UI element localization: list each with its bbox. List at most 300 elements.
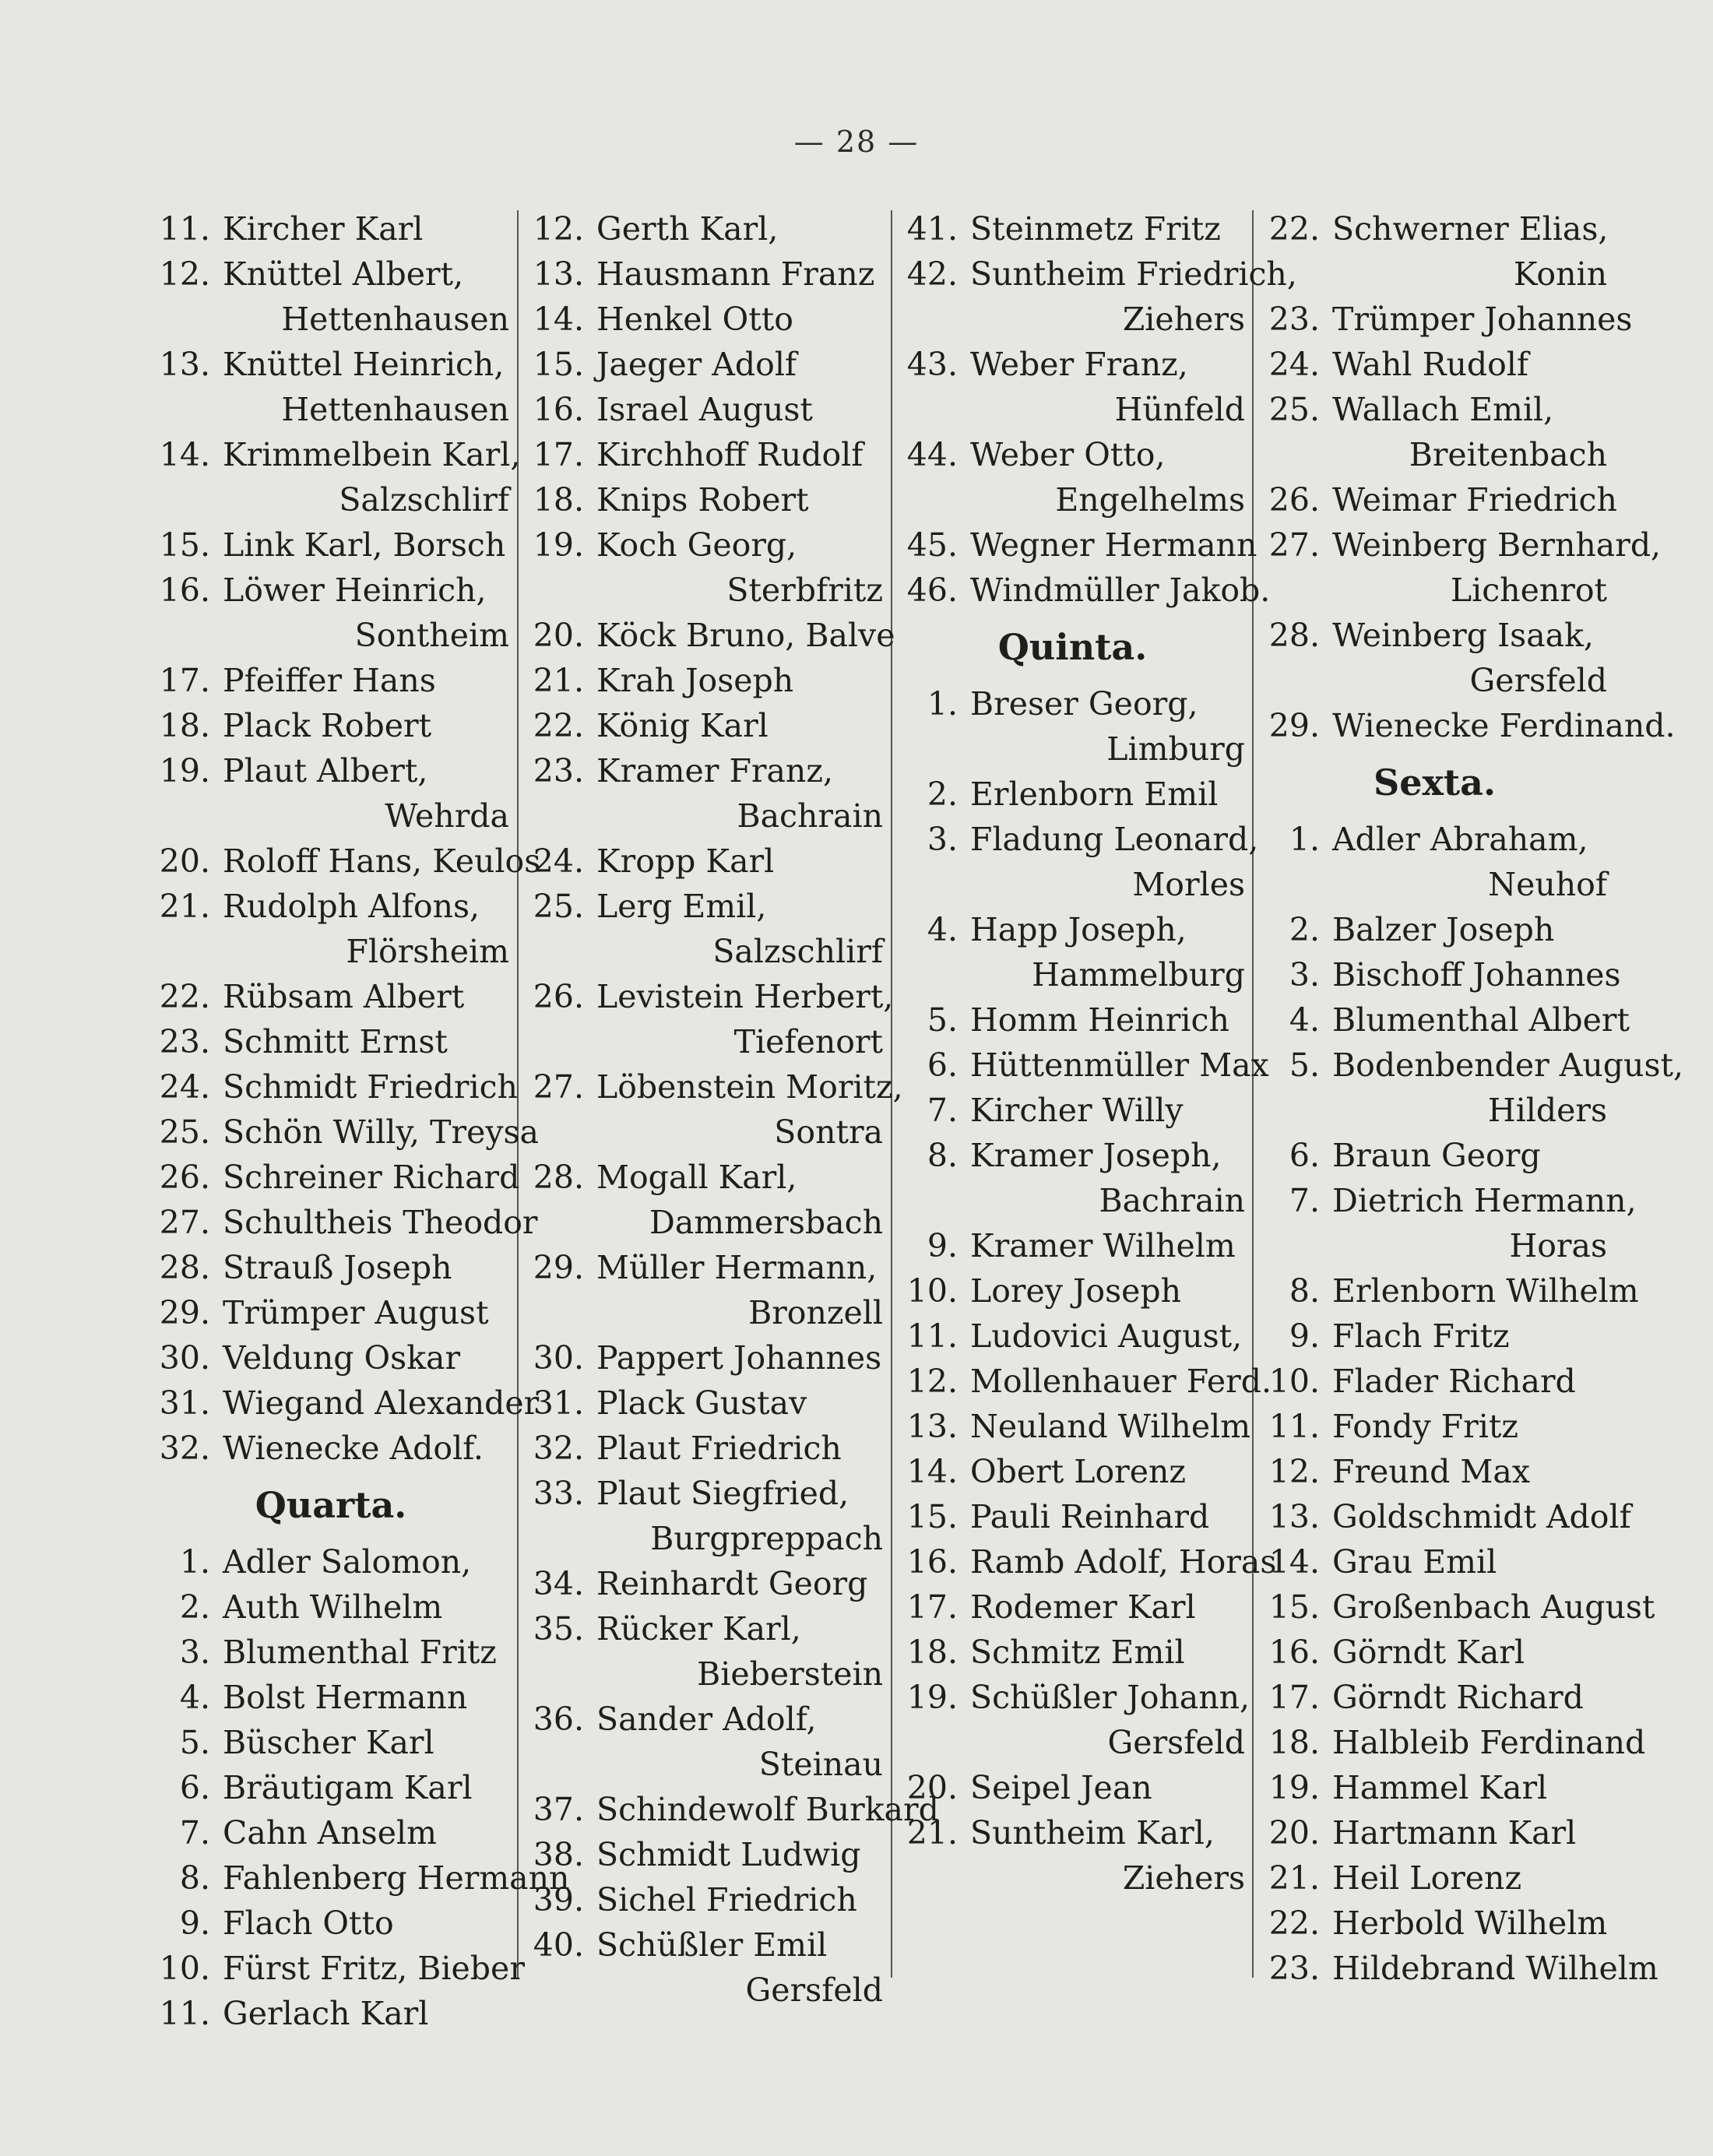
entry-number: 12. — [533, 210, 584, 248]
entry-number: 9. — [1289, 1317, 1320, 1355]
student-name: Adler Abraham, — [1332, 821, 1588, 858]
entry-number: 18. — [1268, 1724, 1320, 1761]
student-name: Hildebrand Wilhelm — [1332, 1950, 1658, 1987]
student-name: Fahlenberg Hermann — [223, 1859, 570, 1897]
student-entry — [895, 1630, 1250, 1675]
student-entry — [522, 477, 888, 522]
student-name: Goldschmidt Adolf — [1332, 1498, 1631, 1535]
entry-number: 25. — [1268, 391, 1320, 428]
student-entry — [895, 1675, 1250, 1720]
entry-number: 3. — [927, 821, 958, 858]
student-name: Weber Otto, — [970, 436, 1166, 473]
student-name: Link Karl, Borsch — [223, 526, 506, 564]
student-entry — [895, 1584, 1250, 1630]
entry-number: 27. — [533, 1068, 584, 1106]
student-entry — [895, 1043, 1269, 1088]
student-entry — [1257, 1539, 1612, 1584]
student-entry — [1257, 1133, 1612, 1178]
student-name: Schultheis Theodor — [223, 1204, 538, 1241]
student-name: Schwerner Elias, — [1332, 210, 1609, 248]
hometown: Lichenrot — [1450, 572, 1607, 609]
student-entry — [522, 1426, 888, 1471]
student-name: Happ Joseph, — [970, 911, 1187, 948]
entry-number: 7. — [927, 1092, 958, 1129]
page-number: — 28 — — [793, 125, 920, 159]
entry-number: 23. — [1268, 301, 1320, 338]
student-entry — [895, 1404, 1250, 1449]
entry-number: 41. — [906, 210, 958, 248]
student-entry — [1257, 1855, 1612, 1901]
hometown: Hettenhausen — [281, 391, 509, 428]
student-name: Schüßler Emil — [596, 1926, 828, 1964]
student-name: Plaut Albert, — [223, 752, 428, 790]
student-name: Schindewolf Burkard — [596, 1791, 939, 1828]
entry-number: 28. — [533, 1159, 584, 1196]
student-entry — [1257, 387, 1612, 432]
student-entry — [895, 907, 1250, 952]
student-entry — [148, 1019, 514, 1064]
student-entry — [1257, 1494, 1631, 1539]
student-entry — [895, 1810, 1250, 1855]
entry-number: 31. — [533, 1384, 584, 1422]
entry-number: 11. — [159, 1995, 210, 2032]
student-name: Hartmann Karl — [1332, 1814, 1577, 1852]
student-name: Fondy Fritz — [1332, 1408, 1518, 1445]
student-entry — [895, 772, 1250, 817]
student-entry — [148, 1630, 514, 1675]
student-name: Trümper August — [223, 1294, 489, 1331]
student-entry — [522, 297, 888, 342]
entry-number: 17. — [1268, 1679, 1320, 1716]
student-name: Hammel Karl — [1332, 1769, 1548, 1806]
student-entry — [148, 206, 514, 251]
entry-number: 31. — [159, 1384, 210, 1422]
student-entry — [895, 1223, 1250, 1268]
student-name: Plack Gustav — [596, 1384, 807, 1422]
entry-number: 3. — [1289, 956, 1320, 994]
student-entry — [522, 839, 888, 884]
student-entry — [522, 1877, 888, 1922]
student-name: Erlenborn Emil — [970, 776, 1219, 813]
entry-number: 37. — [533, 1791, 584, 1828]
entry-number: 19. — [159, 752, 210, 790]
student-entry — [522, 1155, 888, 1200]
entry-number: 30. — [159, 1339, 210, 1377]
entry-number: 9. — [179, 1905, 210, 1942]
student-entry — [522, 613, 895, 658]
entry-number: 23. — [533, 752, 584, 790]
entry-number: 2. — [1289, 911, 1320, 948]
student-entry — [1257, 1584, 1655, 1630]
student-entry — [895, 1539, 1277, 1584]
entry-number: 17. — [533, 436, 584, 473]
student-name: Koch Georg, — [596, 526, 797, 564]
student-entry — [1257, 477, 1617, 522]
student-entry — [895, 522, 1257, 568]
student-name: Gerlach Karl — [223, 1995, 429, 2032]
student-name: Roloff Hans, Keulos — [223, 842, 541, 880]
entry-number: 22. — [1268, 210, 1320, 248]
student-entry — [148, 1765, 514, 1810]
student-entry — [1257, 1946, 1658, 1991]
student-entry — [148, 1539, 514, 1584]
student-entry — [522, 387, 888, 432]
student-entry — [148, 342, 514, 387]
student-entry — [148, 884, 514, 929]
entry-number: 10. — [159, 1950, 210, 1987]
entry-number: 6. — [927, 1046, 958, 1084]
hometown: Neuhof — [1488, 866, 1607, 903]
student-name: Erlenborn Wilhelm — [1332, 1272, 1639, 1310]
entry-number: 12. — [1268, 1453, 1320, 1490]
entry-number: 20. — [1268, 1814, 1320, 1852]
student-entry — [1257, 1675, 1612, 1720]
student-name: Kramer Franz, — [596, 752, 833, 790]
student-name: Müller Hermann, — [596, 1249, 878, 1286]
student-name: Lorey Joseph — [970, 1272, 1182, 1310]
student-entry — [1257, 1449, 1612, 1494]
hometown: Sontheim — [354, 617, 509, 654]
student-entry — [1257, 522, 1662, 568]
student-entry — [148, 839, 541, 884]
class-heading: Quinta. — [997, 626, 1148, 668]
entry-number: 19. — [906, 1679, 958, 1716]
student-entry — [148, 1245, 514, 1290]
student-name: Halbleib Ferdinand — [1332, 1724, 1646, 1761]
student-entry — [522, 1832, 888, 1877]
class-heading: Quarta. — [255, 1484, 407, 1526]
student-entry — [1257, 1359, 1612, 1404]
class-heading: Sexta. — [1374, 761, 1496, 804]
hometown: Sterbfritz — [726, 572, 883, 609]
entry-number: 10. — [1268, 1363, 1320, 1400]
student-name: Neuland Wilhelm — [970, 1408, 1251, 1445]
student-name: Plack Robert — [223, 707, 432, 744]
student-entry — [895, 1268, 1250, 1314]
student-name: Knüttel Heinrich, — [223, 346, 505, 383]
entry-number: 42. — [906, 255, 958, 293]
student-entry — [148, 1584, 514, 1630]
student-entry — [1257, 1314, 1612, 1359]
entry-number: 7. — [1289, 1182, 1320, 1219]
student-entry — [1257, 1178, 1637, 1223]
entry-number: 23. — [159, 1023, 210, 1060]
entry-number: 22. — [533, 707, 584, 744]
student-name: Sichel Friedrich — [596, 1881, 857, 1919]
student-name: Bräutigam Karl — [223, 1769, 473, 1806]
student-name: Auth Wilhelm — [223, 1588, 443, 1626]
entry-number: 3. — [179, 1634, 210, 1671]
student-entry — [148, 432, 521, 477]
entry-number: 4. — [179, 1679, 210, 1716]
student-entry — [1257, 1043, 1683, 1088]
entry-number: 16. — [1268, 1634, 1320, 1671]
student-name: Blumenthal Fritz — [223, 1634, 497, 1671]
hometown: Salzschlirf — [712, 933, 883, 970]
hometown: Gersfeld — [745, 1971, 883, 2009]
student-name: Ludovici August, — [970, 1317, 1243, 1355]
hometown: Wehrda — [385, 797, 509, 835]
student-entry — [895, 1765, 1250, 1810]
student-entry — [148, 1991, 514, 2036]
student-entry — [895, 206, 1250, 251]
student-entry — [522, 974, 894, 1019]
entry-number: 1. — [927, 685, 958, 723]
hometown: Bachrain — [1099, 1182, 1245, 1219]
student-name: Windmüller Jakob. — [970, 572, 1271, 609]
student-name: Büscher Karl — [223, 1724, 434, 1761]
entry-number: 19. — [1268, 1769, 1320, 1806]
student-name: Ramb Adolf, Horas — [970, 1543, 1277, 1581]
student-name: Wahl Rudolf — [1332, 346, 1529, 383]
hometown: Horas — [1509, 1227, 1607, 1264]
student-name: Bolst Hermann — [223, 1679, 468, 1716]
hometown: Morles — [1132, 866, 1245, 903]
student-name: Bischoff Johannes — [1332, 956, 1621, 994]
student-entry — [522, 884, 888, 929]
hometown: Tiefenort — [733, 1023, 883, 1060]
student-name: Braun Georg — [1332, 1137, 1541, 1174]
student-entry — [148, 522, 514, 568]
student-entry — [148, 1946, 525, 1991]
student-name: Kramer Wilhelm — [970, 1227, 1236, 1264]
hometown: Konin — [1513, 255, 1607, 293]
entry-number: 32. — [159, 1430, 210, 1467]
student-name: Freund Max — [1332, 1453, 1530, 1490]
student-name: Kircher Willy — [970, 1092, 1184, 1129]
student-entry — [148, 703, 514, 748]
entry-number: 20. — [159, 842, 210, 880]
student-name: Jaeger Adolf — [596, 346, 797, 383]
entry-number: 21. — [906, 1814, 958, 1852]
student-entry — [148, 1290, 514, 1335]
entry-number: 14. — [533, 301, 584, 338]
student-entry — [895, 432, 1250, 477]
entry-number: 36. — [533, 1701, 584, 1738]
student-entry — [1257, 613, 1612, 658]
entry-number: 24. — [533, 842, 584, 880]
entry-number: 16. — [906, 1543, 958, 1581]
student-entry — [148, 974, 514, 1019]
student-entry — [148, 1675, 514, 1720]
student-name: Strauß Joseph — [223, 1249, 452, 1286]
student-name: Löbenstein Moritz, — [596, 1068, 903, 1106]
student-name: Löwer Heinrich, — [223, 572, 487, 609]
student-name: Hausmann Franz — [596, 255, 875, 293]
student-entry — [1257, 1901, 1612, 1946]
student-entry — [895, 1449, 1250, 1494]
entry-number: 13. — [1268, 1498, 1320, 1535]
entry-number: 15. — [159, 526, 210, 564]
student-name: Israel August — [596, 391, 813, 428]
student-name: Weinberg Bernhard, — [1332, 526, 1662, 564]
hometown: Breitenbach — [1409, 436, 1607, 473]
entry-number: 19. — [533, 526, 584, 564]
entry-number: 26. — [533, 978, 584, 1015]
entry-number: 12. — [906, 1363, 958, 1400]
entry-number: 5. — [1289, 1046, 1320, 1084]
entry-number: 4. — [1289, 1001, 1320, 1039]
student-entry — [148, 568, 514, 613]
entry-number: 21. — [1268, 1859, 1320, 1897]
student-name: König Karl — [596, 707, 769, 744]
entry-number: 15. — [906, 1498, 958, 1535]
student-name: Seipel Jean — [970, 1769, 1152, 1806]
entry-number: 8. — [179, 1859, 210, 1897]
entry-number: 26. — [1268, 481, 1320, 519]
student-name: Weber Franz, — [970, 346, 1188, 383]
student-entry — [1257, 342, 1612, 387]
student-entry — [522, 1471, 888, 1516]
hometown: Limburg — [1106, 730, 1245, 768]
entry-number: 29. — [533, 1249, 584, 1286]
hometown: Burgpreppach — [650, 1520, 883, 1557]
student-name: Steinmetz Fritz — [970, 210, 1221, 248]
student-name: Köck Bruno, Balve — [596, 617, 895, 654]
entry-number: 25. — [159, 1113, 210, 1151]
student-entry — [1257, 206, 1612, 251]
student-name: Rücker Karl, — [596, 1610, 801, 1648]
student-entry — [148, 251, 514, 297]
student-entry — [522, 1335, 888, 1380]
hometown: Sontra — [774, 1113, 883, 1151]
student-entry — [148, 1335, 514, 1380]
entry-number: 4. — [927, 911, 958, 948]
student-name: Homm Heinrich — [970, 1001, 1229, 1039]
student-entry — [1257, 1810, 1612, 1855]
hometown: Gersfeld — [1469, 662, 1607, 699]
hometown: Dammersbach — [649, 1204, 883, 1241]
student-entry — [1257, 1720, 1646, 1765]
student-entry — [522, 1606, 888, 1651]
student-entry — [522, 1922, 888, 1968]
entry-number: 25. — [533, 888, 584, 925]
student-name: Kirchhoff Rudolf — [596, 436, 864, 473]
name-column-4 — [1257, 206, 1683, 1991]
student-entry — [895, 1494, 1250, 1539]
student-name: Herbold Wilhelm — [1332, 1905, 1608, 1942]
student-name: Mollenhauer Ferd. — [970, 1363, 1272, 1400]
entry-number: 29. — [1268, 707, 1320, 744]
student-entry — [522, 1064, 903, 1110]
entry-number: 22. — [1268, 1905, 1320, 1942]
student-name: Wienecke Ferdinand. — [1332, 707, 1676, 744]
student-name: Rodemer Karl — [970, 1588, 1196, 1626]
student-name: Fladung Leonard, — [970, 821, 1259, 858]
hometown: Flörsheim — [346, 933, 509, 970]
entry-number: 29. — [159, 1294, 210, 1331]
student-name: Pfeiffer Hans — [223, 662, 436, 699]
entry-number: 28. — [1268, 617, 1320, 654]
entry-number: 45. — [906, 526, 958, 564]
entry-number: 16. — [533, 391, 584, 428]
student-entry — [1257, 1268, 1639, 1314]
student-entry — [895, 817, 1259, 862]
student-entry — [1257, 1765, 1612, 1810]
student-name: Reinhardt Georg — [596, 1565, 868, 1602]
entry-number: 14. — [1268, 1543, 1320, 1581]
student-entry — [522, 748, 888, 793]
entry-number: 11. — [1268, 1408, 1320, 1445]
student-name: Großenbach August — [1332, 1588, 1655, 1626]
student-entry — [148, 1155, 520, 1200]
student-name: Obert Lorenz — [970, 1453, 1187, 1490]
student-entry — [1257, 817, 1612, 862]
student-entry — [148, 748, 514, 793]
student-name: Blumenthal Albert — [1332, 1001, 1630, 1039]
hometown: Ziehers — [1122, 301, 1245, 338]
hometown: Hammelburg — [1032, 956, 1245, 994]
entry-number: 46. — [906, 572, 958, 609]
student-entry — [522, 432, 888, 477]
student-entry — [148, 1901, 514, 1946]
entry-number: 20. — [533, 617, 584, 654]
entry-number: 34. — [533, 1565, 584, 1602]
student-name: Gerth Karl, — [596, 210, 779, 248]
student-name: Krimmelbein Karl, — [223, 436, 521, 473]
entry-number: 7. — [179, 1814, 210, 1852]
hometown: Bachrain — [737, 797, 883, 835]
student-name: Heil Lorenz — [1332, 1859, 1522, 1897]
student-name: Lerg Emil, — [596, 888, 767, 925]
student-entry — [895, 1314, 1250, 1359]
student-name: Knips Robert — [596, 481, 809, 519]
student-name: Schüßler Johann, — [970, 1679, 1250, 1716]
entry-number: 2. — [179, 1588, 210, 1626]
student-entry — [1257, 952, 1621, 997]
student-name: Grau Emil — [1332, 1543, 1497, 1581]
student-name: Knüttel Albert, — [223, 255, 464, 293]
student-entry — [148, 1200, 538, 1245]
hometown: Bieberstein — [697, 1655, 883, 1693]
entry-number: 17. — [906, 1588, 958, 1626]
entry-number: 8. — [927, 1137, 958, 1174]
student-name: Kramer Joseph, — [970, 1137, 1222, 1174]
entry-number: 33. — [533, 1475, 584, 1512]
student-entry — [1257, 1630, 1612, 1675]
student-name: Sander Adolf, — [596, 1701, 817, 1738]
student-name: Mogall Karl, — [596, 1159, 797, 1196]
entry-number: 14. — [159, 436, 210, 473]
entry-number: 40. — [533, 1926, 584, 1964]
entry-number: 21. — [159, 888, 210, 925]
student-name: Levistein Herbert, — [596, 978, 894, 1015]
entry-number: 5. — [927, 1001, 958, 1039]
student-name: Cahn Anselm — [223, 1814, 437, 1852]
entry-number: 13. — [906, 1408, 958, 1445]
entry-number: 1. — [179, 1543, 210, 1581]
student-entry — [522, 1380, 888, 1426]
student-entry — [895, 342, 1250, 387]
entry-number: 17. — [159, 662, 210, 699]
student-entry — [895, 997, 1250, 1043]
student-entry — [522, 658, 888, 703]
student-name: Schön Willy, Treysa — [223, 1113, 539, 1151]
student-entry — [895, 681, 1250, 726]
entry-number: 1. — [1289, 821, 1320, 858]
student-name: Trümper Johannes — [1332, 301, 1633, 338]
entry-number: 6. — [1289, 1137, 1320, 1174]
hometown: Gersfeld — [1107, 1724, 1245, 1761]
entry-number: 8. — [1289, 1272, 1320, 1310]
student-entry — [522, 1787, 939, 1832]
entry-number: 15. — [1268, 1588, 1320, 1626]
entry-number: 28. — [159, 1249, 210, 1286]
student-name: Henkel Otto — [596, 301, 793, 338]
entry-number: 18. — [533, 481, 584, 519]
entry-number: 32. — [533, 1430, 584, 1467]
entry-number: 24. — [159, 1068, 210, 1106]
